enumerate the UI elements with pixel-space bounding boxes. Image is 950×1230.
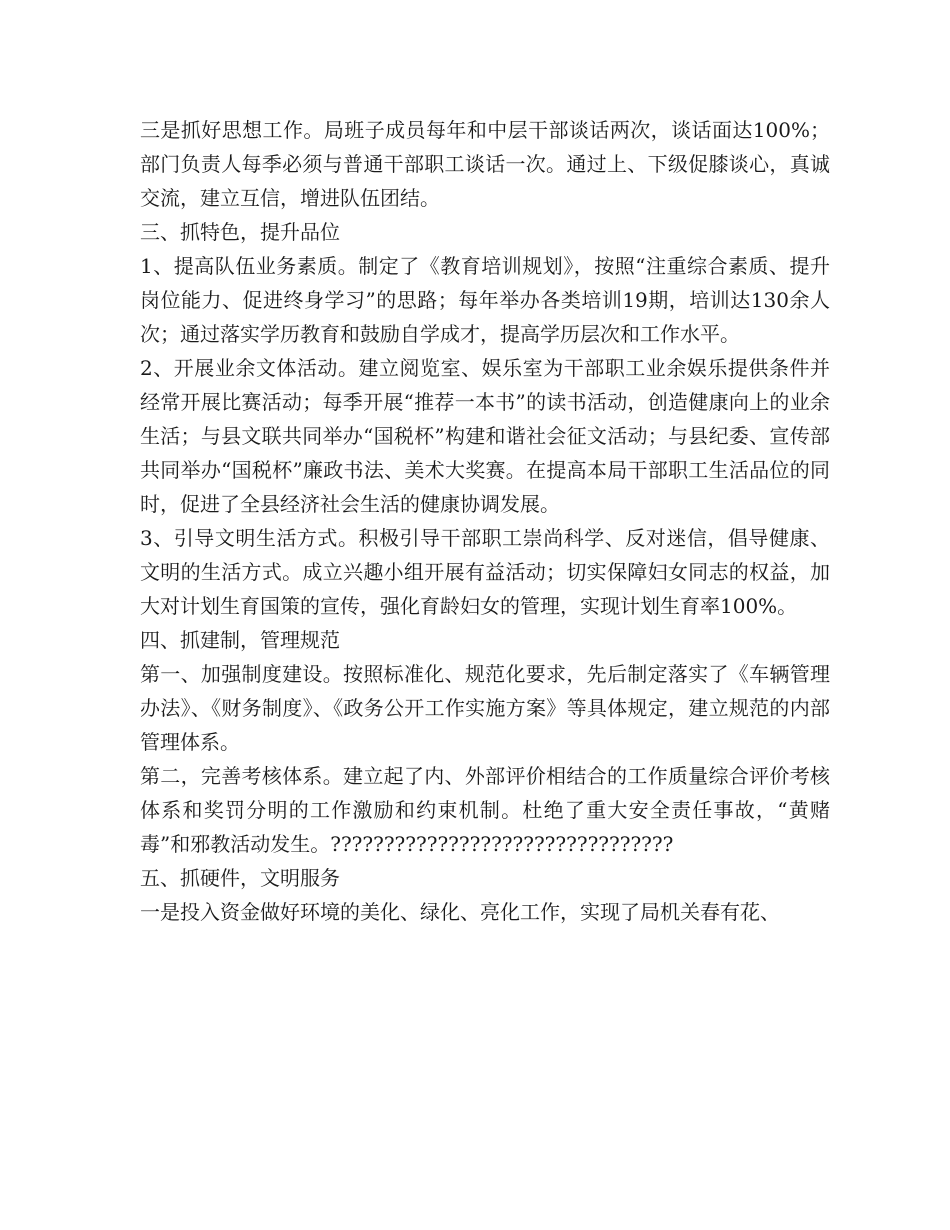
paragraph-system-building: 第一、加强制度建设。按照标准化、规范化要求，先后制定落实了《车辆管理办法》、《财务制度》、《政务公开工作实施方案》等具体规定，建立规范的内部管理体系。: [140, 662, 830, 754]
section-heading-regulations: 四、抓建制，管理规范: [140, 628, 340, 652]
section-heading-features: 三、抓特色，提升品位: [140, 220, 340, 244]
paragraph-environment: 一是投入资金做好环境的美化、绿化、亮化工作，实现了局机关春有花、: [140, 900, 780, 924]
paragraph-civilized-lifestyle: 3、引导文明生活方式。积极引导干部职工崇尚科学、反对迷信，倡导健康、文明的生活方式。成立兴趣小组开展有益活动；切实保障妇女同志的权益，加大对计划生育国策的宣传，强化育龄妇女的管理，实现计划生育率100%。: [140, 526, 830, 618]
document-body: [140, 113, 830, 929]
paragraph-assessment: 第二，完善考核体系。建立起了内、外部评价相结合的工作质量综合评价考核体系和奖罚分明的工作激励和约束机制。杜绝了重大安全责任事故，“黄赌毒”和邪教活动发生。????????????????????????????????: [140, 764, 830, 856]
section-heading-hardware: 五、抓硬件，文明服务: [140, 866, 340, 890]
paragraph-training: 1、提高队伍业务素质。制定了《教育培训规划》，按照“注重综合素质、提升岗位能力、促进终身学习”的思路；每年举办各类培训19期，培训达130余人次；通过落实学历教育和鼓励自学成才，提高学历层次和工作水平。: [140, 254, 830, 346]
paragraph-thought-work: 三是抓好思想工作。局班子成员每年和中层干部谈话两次，谈话面达100%；部门负责人每季必须与普通干部职工谈话一次。通过上、下级促膝谈心，真诚交流，建立互信，增进队伍团结。: [140, 118, 830, 210]
paragraph-recreation: 2、开展业余文体活动。建立阅览室、娱乐室为干部职工业余娱乐提供条件并经常开展比赛活动；每季开展“推荐一本书”的读书活动，创造健康向上的业余生活；与县文联共同举办“国税杯”构建和谐社会征文活动；与县纪委、宣传部共同举办“国税杯”廉政书法、美术大奖赛。在提高本局干部职工生活品位的同时，促进了全县经济社会生活的健康协调发展。: [140, 356, 830, 516]
